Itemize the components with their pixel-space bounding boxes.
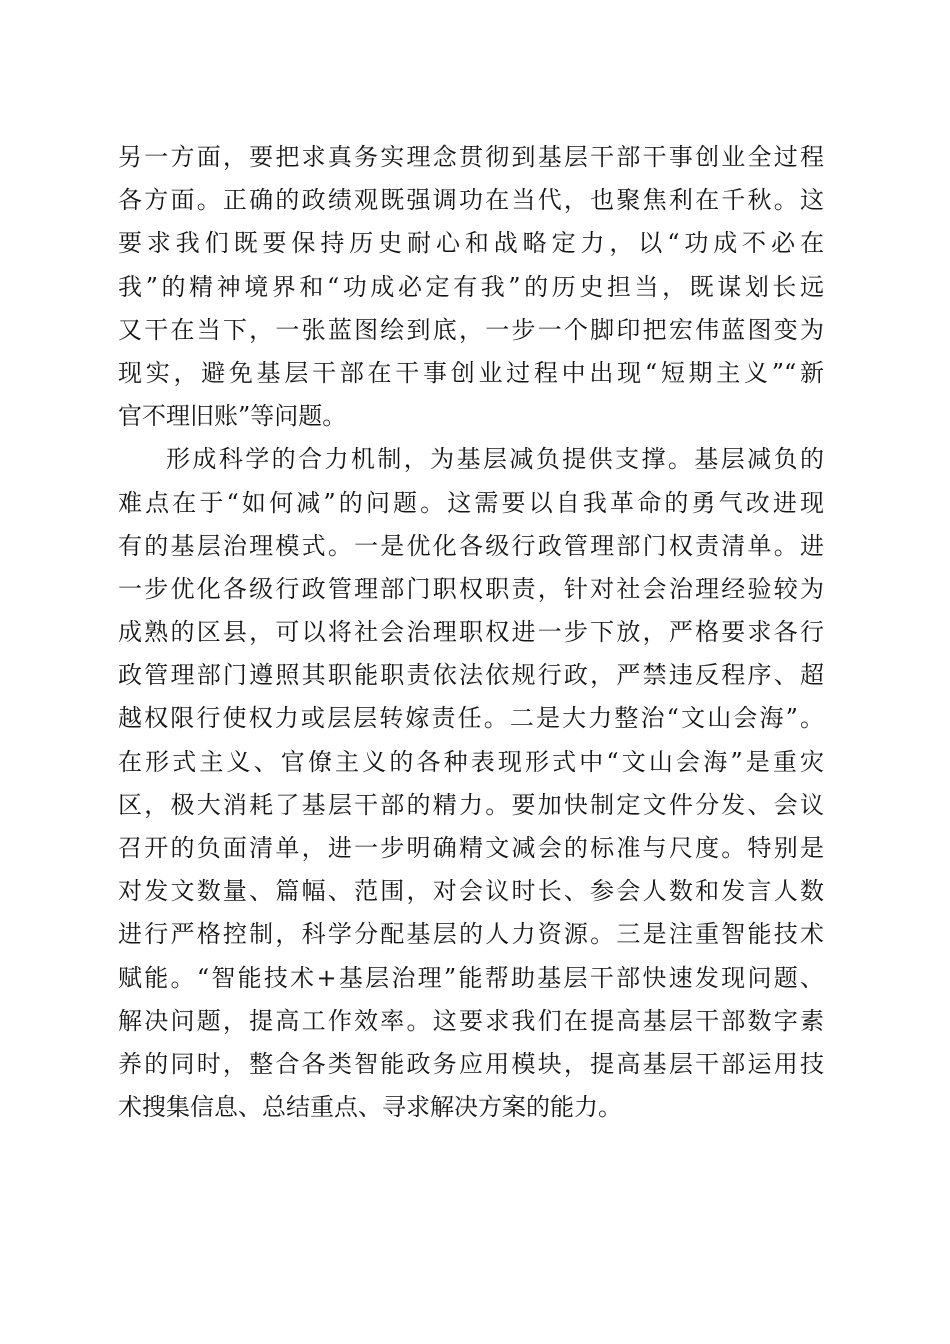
paragraph-line: 官不理旧账”等问题。: [118, 402, 347, 431]
paragraph-line: 对发文数量、篇幅、范围，对会议时长、参会人数和发言人数: [118, 877, 824, 906]
paragraph-line: 术搜集信息、总结重点、寻求解决方案的能力。: [118, 1093, 622, 1122]
paragraph-line: 在形式主义、官僚主义的各种表现形式中“文山会海”是重灾: [118, 747, 824, 776]
paragraph-line: 召开的负面清单，进一步明确精文减会的标准与尺度。特别是: [118, 834, 824, 862]
paragraph-1: [118, 136, 824, 438]
paragraph-line: 又干在当下，一张蓝图绘到底，一步一个脚印把宏伟蓝图变为: [118, 315, 824, 344]
paragraph-line: 进行严格控制，科学分配基层的人力资源。三是注重智能技术: [118, 920, 824, 949]
paragraph-line: 养的同时，整合各类智能政务应用模块，提高基层干部运用技: [118, 1049, 824, 1078]
paragraph-line: 赋能。“智能技术+基层治理”能帮助基层干部快速发现问题、: [118, 963, 824, 992]
paragraph-line: 我”的精神境界和“功成必定有我”的历史担当，既谋划长远: [118, 272, 824, 301]
document-body: [118, 136, 824, 1129]
paragraph-line: 区，极大消耗了基层干部的精力。要加快制定文件分发、会议: [118, 790, 824, 819]
paragraph-line: 越权限行使权力或层层转嫁责任。二是大力整治“文山会海”。: [118, 704, 824, 733]
paragraph-line: 一步优化各级行政管理部门职权职责，针对社会治理经验较为: [118, 574, 824, 603]
paragraph-line: 难点在于“如何减”的问题。这需要以自我革命的勇气改进现: [118, 488, 824, 517]
paragraph-line: 有的基层治理模式。一是优化各级行政管理部门权责清单。进: [118, 531, 824, 560]
paragraph-line: 要求我们既要保持历史耐心和战略定力，以“功成不必在: [118, 229, 824, 258]
paragraph-line: 另一方面，要把求真务实理念贯彻到基层干部干事创业全过程: [118, 143, 824, 171]
paragraph-line: 现实，避免基层干部在干事创业过程中出现“短期主义”“新: [118, 358, 824, 387]
paragraph-line: 政管理部门遵照其职能职责依法依规行政，严禁违反程序、超: [118, 661, 824, 690]
paragraph-2: [118, 438, 824, 1129]
paragraph-line: 形成科学的合力机制，为基层减负提供支撑。基层减负的: [166, 445, 824, 474]
paragraph-line: 成熟的区县，可以将社会治理职权进一步下放，严格要求各行: [118, 618, 824, 647]
paragraph-line: 各方面。正确的政绩观既强调功在当代，也聚焦利在千秋。这: [118, 186, 824, 215]
paragraph-line: 解决问题，提高工作效率。这要求我们在提高基层干部数字素: [118, 1006, 824, 1035]
